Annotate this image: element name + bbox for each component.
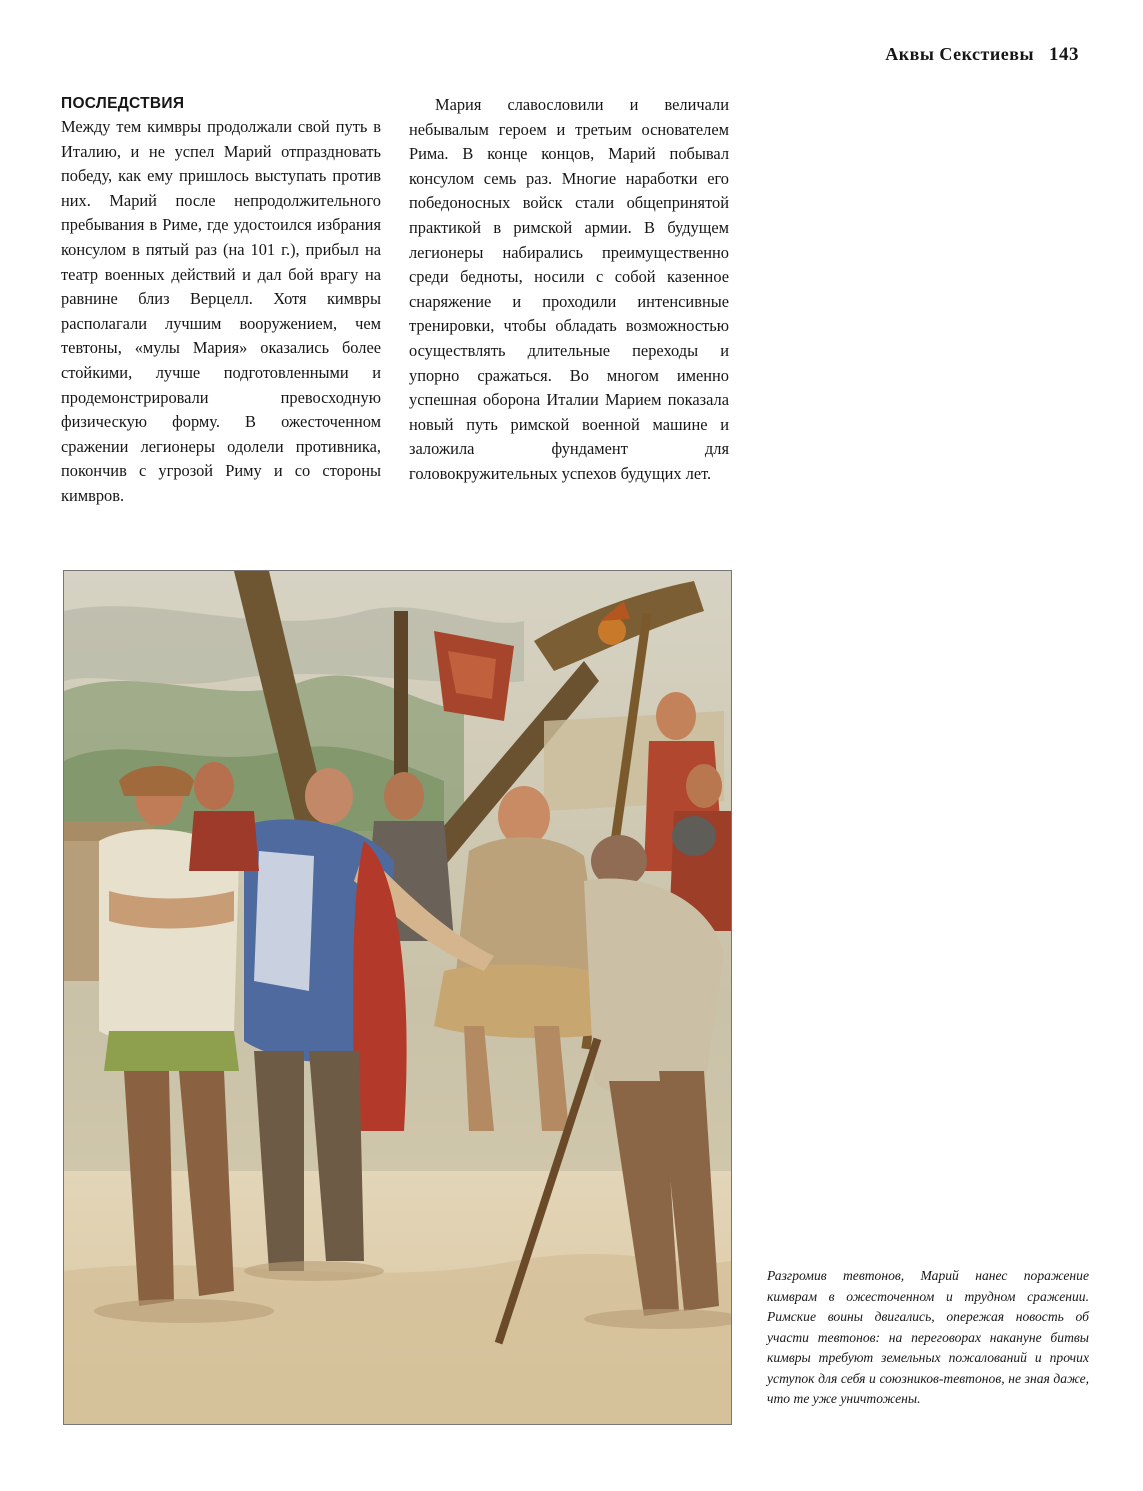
illustration-painting	[64, 571, 731, 1424]
right-text-column	[409, 93, 729, 487]
left-text-column	[61, 93, 381, 509]
battle-illustration	[63, 570, 732, 1425]
illustration-caption: Разгромив тевтонов, Марий нанес поражение кимврам в ожесточенном и трудном сражении. Римские воины двигались, опережая новость об участи тевтонов: на переговорах накануне битвы кимвры требуют земельных пожалований и прочих уступок для себя и союзников-тевтонов, не зная даже, что те уже уничтожены.	[767, 1268, 1089, 1406]
running-header	[885, 44, 1079, 66]
left-paragraph: Между тем кимвры продолжали свой путь в Италию, и не успел Марий отпраздновать победу, как ему пришлось выступать против них. Марий после непродолжительного пребывания в Риме, где удостоился избрания консулом в пятый раз (на 101 г.), прибыл на театр военных действий и дал бой врагу на равнине близ Верцелл. Хотя кимвры располагали лучшим вооружением, чем тевтоны, «мулы Мария» оказались более стойкими, лучше подготовленными и продемонстрировали превосходную физическую форму. В ожесточенном сражении легионеры одолели противника, покончив с угрозой Риму и со стороны кимвров.	[61, 117, 381, 505]
section-heading: ПОСЛЕДСТВИЯ	[61, 95, 185, 112]
page-number: 143	[1049, 44, 1079, 65]
right-paragraph: Мария славословили и величали небывалым героем и третьим основателем Рима. В конце концов, Марий побывал консулом семь раз. Многие наработки его победоносных войск стали общепринятой практикой в римской армии. В будущем легионеры набирались преимущественно среди бедноты, носили с собой казенное снаряжение и проходили интенсивные тренировки, чтобы обладать возможностью осуществлять длительные переходы и упорно сражаться. Во многом именно успешная оборона Италии Марием показала новый путь римской военной машине и заложила фундамент для головокружительных успехов будущих лет.	[409, 95, 729, 483]
running-title: Аквы Секстиевы	[885, 44, 1034, 64]
